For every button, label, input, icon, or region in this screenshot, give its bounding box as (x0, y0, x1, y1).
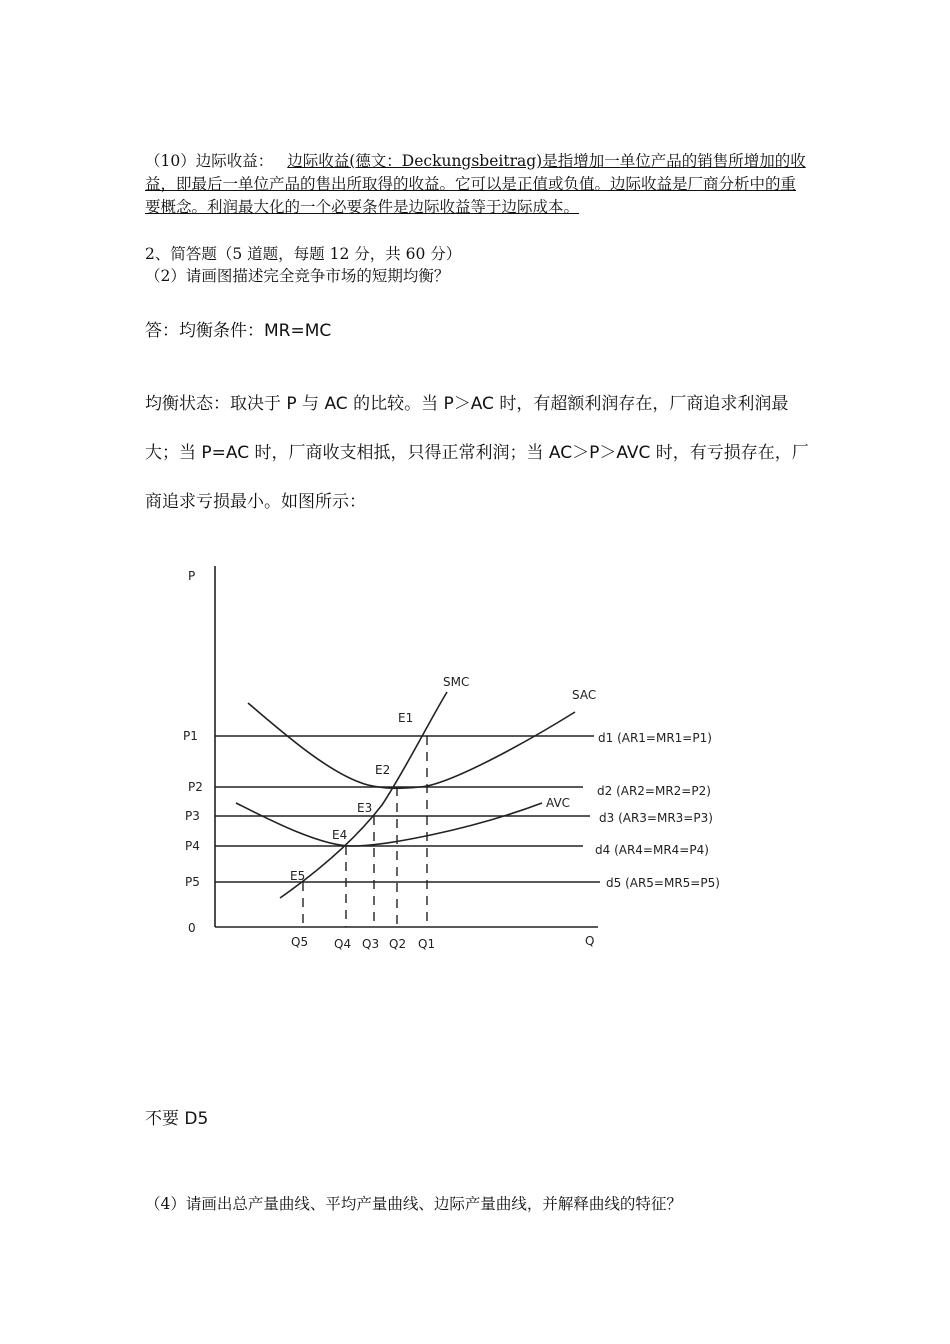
price-label-p5: P5 (185, 875, 200, 889)
avc-label: AVC (546, 796, 571, 810)
quantity-label-q1: Q1 (418, 937, 436, 951)
note-no-d5: 不要 D5 (145, 1109, 209, 1129)
avc-curve (236, 803, 542, 846)
quantity-label-q4: Q4 (334, 937, 352, 951)
q10-label: （10）边际收益： (145, 152, 274, 170)
demand-label-d2: d2 (AR2=MR2=P2) (597, 784, 711, 798)
smc-label: SMC (443, 675, 470, 689)
smc-curve (280, 692, 447, 898)
question-2: （2）请画图描述完全竞争市场的短期均衡？ (145, 267, 450, 285)
demand-label-d5: d5 (AR5=MR5=P5) (606, 876, 720, 890)
point-e5-label: E5 (290, 869, 306, 883)
section-2-heading: 2、简答题（5 道题，每题 12 分，共 60 分） (145, 245, 462, 263)
price-label-p3: P3 (185, 809, 200, 823)
price-label-p4: P4 (185, 839, 200, 853)
price-label-p1: P1 (183, 729, 198, 743)
quantity-label-q2: Q2 (389, 937, 407, 951)
answer-condition: 答：均衡条件：MR=MC (145, 321, 332, 341)
y-axis-label: P (188, 569, 196, 583)
quantity-label-q5: Q5 (291, 935, 309, 949)
equilibrium-state-text: 均衡状态：取决于 P 与 AC 的比较。当 P＞AC 时，有超额利润存在，厂商追求利润最大；当 P=AC 时，厂商收支相抵，只得正常利润；当 AC＞P＞AVC 时，有亏损存在，厂商追求亏损最小。如图所示： (145, 394, 809, 512)
demand-label-d4: d4 (AR4=MR4=P4) (595, 843, 709, 857)
price-label-p2: P2 (188, 780, 203, 794)
x-axis-label: Q (585, 934, 595, 948)
point-e2-label: E2 (375, 763, 391, 777)
quantity-label-q3: Q3 (362, 937, 380, 951)
point-e1-label: E1 (398, 711, 414, 725)
q10-definition: 边际收益(德文：Deckungsbeitrag)是指增加一单位产品的销售所增加的收益，即最后一单位产品的售出所取得的收益。它可以是正值或负值。边际收益是厂商分析中的重要概念。利润最大化的一个必要条件是边际收益等于边际成本。 (145, 152, 806, 216)
question-4: （4）请画出总产量曲线、平均产量曲线、边际产量曲线，并解释曲线的特征？ (145, 1195, 682, 1213)
point-e3-label: E3 (357, 801, 373, 815)
point-e4-label: E4 (332, 828, 348, 842)
demand-label-d1: d1 (AR1=MR1=P1) (598, 731, 712, 745)
origin-label: 0 (188, 921, 196, 935)
sac-label: SAC (572, 688, 597, 702)
demand-label-d3: d3 (AR3=MR3=P3) (599, 811, 713, 825)
